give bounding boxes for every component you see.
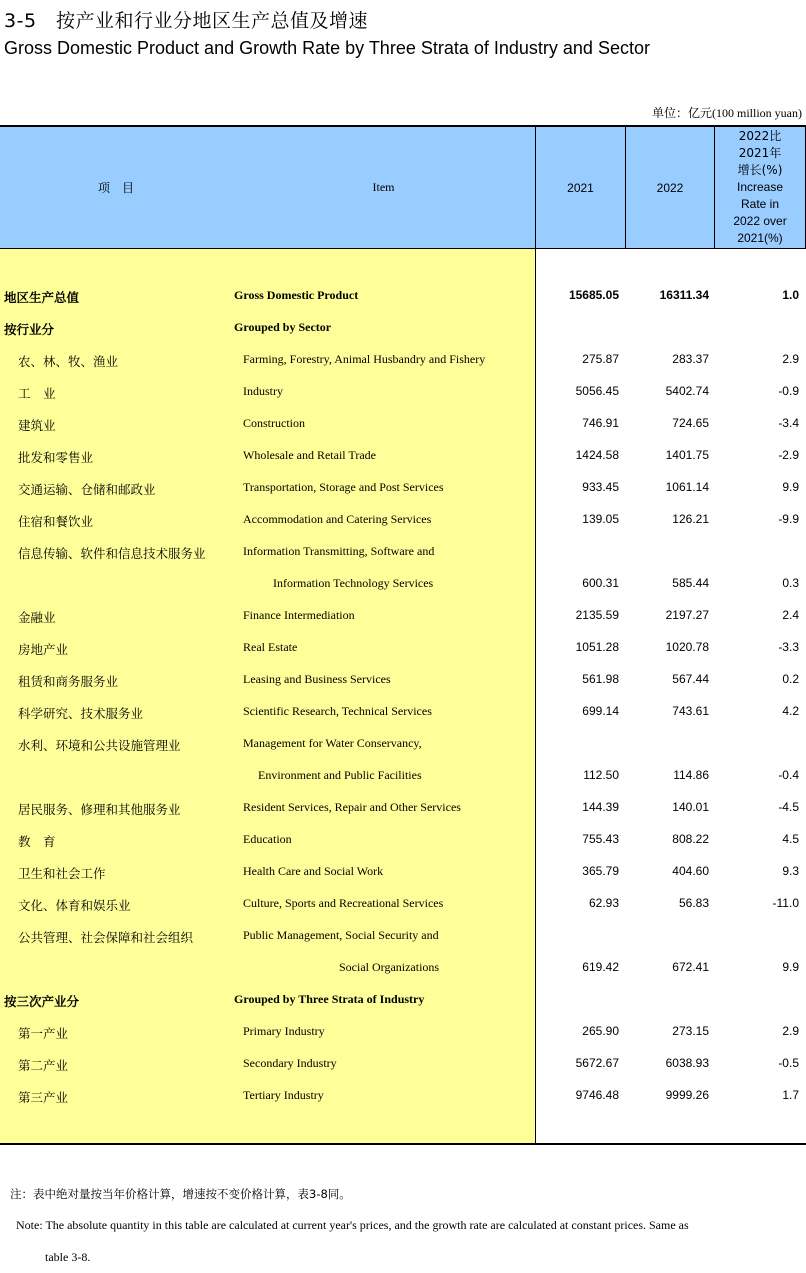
value-2022: 114.86 xyxy=(673,768,709,782)
row-label-en: Culture, Sports and Recreational Services xyxy=(243,896,444,910)
value-2021: 1424.58 xyxy=(575,448,619,462)
row-label-cn: 居民服务、修理和其他服务业 xyxy=(18,802,181,817)
table-row xyxy=(0,696,806,728)
row-label-cn: 文化、体育和娱乐业 xyxy=(18,898,131,913)
row-label-cn: 建筑业 xyxy=(18,418,56,433)
value-2022: 567.44 xyxy=(672,672,709,686)
row-label-en: Industry xyxy=(243,384,283,398)
row-label-en: Transportation, Storage and Post Services xyxy=(243,480,444,494)
growth-rate: -9.9 xyxy=(778,512,799,526)
value-2021: 561.98 xyxy=(582,672,619,686)
table-row xyxy=(0,1048,806,1080)
row-label-cn: 科学研究、技术服务业 xyxy=(18,706,144,721)
row-label-en: Tertiary Industry xyxy=(243,1088,324,1102)
growth-rate: -0.9 xyxy=(778,384,799,398)
value-2021: 62.93 xyxy=(588,896,619,910)
row-label-en: Primary Industry xyxy=(243,1024,325,1038)
row-label-en: Leasing and Business Services xyxy=(243,672,391,686)
growth-rate: 0.2 xyxy=(782,672,799,686)
table-row xyxy=(0,760,806,792)
row-label-cn: 第二产业 xyxy=(18,1058,69,1073)
growth-header-line: 2021年 xyxy=(738,146,782,160)
value-2021: 2135.59 xyxy=(575,608,619,622)
row-label-en: Secondary Industry xyxy=(243,1056,337,1070)
growth-rate: 2.9 xyxy=(782,1024,799,1038)
table-row xyxy=(0,504,806,536)
growth-rate: -0.5 xyxy=(778,1056,799,1070)
table-row xyxy=(0,888,806,920)
value-2022: 585.44 xyxy=(672,576,709,590)
table-row xyxy=(0,792,806,824)
page-title-english: Gross Domestic Product and Growth Rate by Three Strata of Industry and Sector xyxy=(4,38,650,58)
growth-rate: -3.4 xyxy=(778,416,799,430)
growth-header-line: 2021(%) xyxy=(737,231,783,245)
value-2022: 5402.74 xyxy=(665,384,709,398)
value-2021: 9746.48 xyxy=(575,1088,619,1102)
growth-header-line: Increase xyxy=(736,180,784,194)
value-2021: 600.31 xyxy=(582,576,619,590)
row-label-en: Real Estate xyxy=(243,640,298,654)
value-2021: 5672.67 xyxy=(575,1056,619,1070)
growth-header-line: 2022 over xyxy=(733,214,787,228)
growth-rate: -0.4 xyxy=(778,768,799,782)
table-row xyxy=(0,984,806,1016)
value-2021: 746.91 xyxy=(582,416,619,430)
growth-header-line: 增长(%) xyxy=(737,163,783,177)
table-row xyxy=(0,280,806,312)
row-label-en: Grouped by Three Strata of Industry xyxy=(234,992,425,1006)
table-row xyxy=(0,536,806,568)
row-label-en: Gross Domestic Product xyxy=(234,288,359,302)
value-2021: 5056.45 xyxy=(575,384,619,398)
value-2021: 365.79 xyxy=(582,864,619,878)
growth-rate: 2.9 xyxy=(782,352,799,366)
row-label-en: Wholesale and Retail Trade xyxy=(243,448,376,462)
growth-rate: 4.2 xyxy=(782,704,799,718)
growth-rate: 9.9 xyxy=(782,480,799,494)
table-row xyxy=(0,568,806,600)
unit-label: 单位：亿元(100 million yuan) xyxy=(652,106,802,120)
row-label-cn: 交通运输、仓储和邮政业 xyxy=(18,482,156,497)
row-label-cn: 水利、环境和公共设施管理业 xyxy=(18,738,181,753)
row-label-cn: 第三产业 xyxy=(18,1090,69,1105)
value-2021: 265.90 xyxy=(582,1024,619,1038)
row-label-en: Social Organizations xyxy=(339,960,440,974)
value-2021: 755.43 xyxy=(582,832,619,846)
table-row xyxy=(0,408,806,440)
page-title-chinese: 3-5 按产业和行业分地区生产总值及增速 xyxy=(4,10,369,32)
growth-rate: -2.9 xyxy=(778,448,799,462)
value-2021: 1051.28 xyxy=(575,640,619,654)
table-row xyxy=(0,664,806,696)
row-label-en: Environment and Public Facilities xyxy=(258,768,422,782)
row-label-en: Farming, Forestry, Animal Husbandry and Fishery xyxy=(243,352,486,366)
row-label-cn: 教 育 xyxy=(18,834,56,849)
row-label-en: Education xyxy=(243,832,292,846)
table-row xyxy=(0,728,806,760)
table-row xyxy=(0,376,806,408)
growth-rate: -3.3 xyxy=(778,640,799,654)
table-row xyxy=(0,1016,806,1048)
row-label-en: Management for Water Conservancy, xyxy=(243,736,422,750)
value-2022: 6038.93 xyxy=(665,1056,709,1070)
value-2022: 724.65 xyxy=(672,416,709,430)
row-label-en: Scientific Research, Technical Services xyxy=(243,704,432,718)
growth-rate: 1.7 xyxy=(782,1088,799,1102)
table-row xyxy=(0,600,806,632)
row-label-cn: 地区生产总值 xyxy=(4,290,80,305)
value-2021: 139.05 xyxy=(582,512,619,526)
growth-rate: 0.3 xyxy=(782,576,799,590)
row-label-cn: 租赁和商务服务业 xyxy=(18,674,119,689)
value-2022: 1401.75 xyxy=(665,448,709,462)
value-2022: 672.41 xyxy=(672,960,709,974)
growth-rate: 1.0 xyxy=(782,288,799,302)
value-2021: 15685.05 xyxy=(568,288,619,302)
table-bottom-rule xyxy=(0,1143,806,1145)
growth-header-line: Rate in xyxy=(740,197,780,211)
growth-rate: -11.0 xyxy=(772,896,799,910)
value-2021: 144.39 xyxy=(582,800,619,814)
value-2021: 699.14 xyxy=(582,704,619,718)
row-label-cn: 金融业 xyxy=(18,610,56,625)
row-label-en: Public Management, Social Security and xyxy=(243,928,439,942)
value-2022: 404.60 xyxy=(672,864,709,878)
value-2022: 56.83 xyxy=(678,896,709,910)
row-label-cn: 农、林、牧、渔业 xyxy=(18,354,119,369)
value-2022: 283.37 xyxy=(672,352,709,366)
value-2022: 1061.14 xyxy=(665,480,709,494)
value-2022: 9999.26 xyxy=(665,1088,709,1102)
data-table xyxy=(0,125,806,1145)
row-label-cn: 第一产业 xyxy=(18,1026,69,1041)
row-label-en: Construction xyxy=(243,416,305,430)
growth-header-line: 2022比 xyxy=(738,129,782,143)
row-label-cn: 公共管理、社会保障和社会组织 xyxy=(18,930,194,945)
row-label-cn: 工 业 xyxy=(18,386,56,401)
value-2022: 2197.27 xyxy=(665,608,709,622)
value-2021: 933.45 xyxy=(582,480,619,494)
header-year-2021: 2021 xyxy=(567,180,594,195)
row-label-cn: 批发和零售业 xyxy=(18,450,94,465)
table-row xyxy=(0,472,806,504)
footnote-chinese: 注：表中绝对量按当年价格计算，增速按不变价格计算，表3-8同。 xyxy=(10,1187,351,1201)
table-header-rule xyxy=(0,248,806,249)
table-row xyxy=(0,632,806,664)
row-label-cn: 按行业分 xyxy=(4,322,55,337)
footnote-english-continued: table 3-8. xyxy=(45,1250,91,1264)
table-row xyxy=(0,952,806,984)
table-row xyxy=(0,856,806,888)
table-row xyxy=(0,344,806,376)
growth-rate: 9.9 xyxy=(782,960,799,974)
row-label-cn: 信息传输、软件和信息技术服务业 xyxy=(18,546,206,561)
table-row xyxy=(0,1080,806,1112)
value-2022: 126.21 xyxy=(672,512,709,526)
row-label-cn: 按三次产业分 xyxy=(4,994,80,1009)
header-year-2022: 2022 xyxy=(656,180,684,195)
value-2021: 619.42 xyxy=(582,960,619,974)
value-2022: 16311.34 xyxy=(659,288,709,302)
row-label-en: Grouped by Sector xyxy=(234,320,332,334)
growth-rate: -4.5 xyxy=(778,800,799,814)
table-row xyxy=(0,440,806,472)
growth-rate: 9.3 xyxy=(782,864,799,878)
table-row xyxy=(0,920,806,952)
row-label-cn: 卫生和社会工作 xyxy=(18,866,106,881)
footnote-english: Note: The absolute quantity in this table are calculated at current year's prices, and the growth rate are calculated at constant prices. Same as xyxy=(16,1218,689,1232)
row-label-en: Resident Services, Repair and Other Services xyxy=(243,800,461,814)
value-2022: 140.01 xyxy=(672,800,709,814)
header-item-cn: 项 目 xyxy=(97,181,134,195)
row-label-en: Health Care and Social Work xyxy=(243,864,384,878)
value-2022: 273.15 xyxy=(672,1024,709,1038)
row-label-en: Information Technology Services xyxy=(273,576,434,590)
growth-rate: 4.5 xyxy=(782,832,799,846)
row-label-en: Finance Intermediation xyxy=(243,608,355,622)
value-2022: 1020.78 xyxy=(665,640,709,654)
growth-rate: 2.4 xyxy=(782,608,799,622)
value-2022: 743.61 xyxy=(672,704,709,718)
table-row xyxy=(0,824,806,856)
header-growth-rate xyxy=(715,127,805,248)
row-label-cn: 住宿和餐饮业 xyxy=(18,514,94,529)
value-2022: 808.22 xyxy=(672,832,709,846)
table-row xyxy=(0,312,806,344)
header-item-en: Item xyxy=(372,180,395,194)
growth-header-lines xyxy=(733,128,786,247)
value-2021: 112.50 xyxy=(583,768,619,782)
value-2021: 275.87 xyxy=(582,352,619,366)
row-label-cn: 房地产业 xyxy=(18,642,69,657)
row-label-en: Information Transmitting, Software and xyxy=(243,544,435,558)
row-label-en: Accommodation and Catering Services xyxy=(243,512,432,526)
